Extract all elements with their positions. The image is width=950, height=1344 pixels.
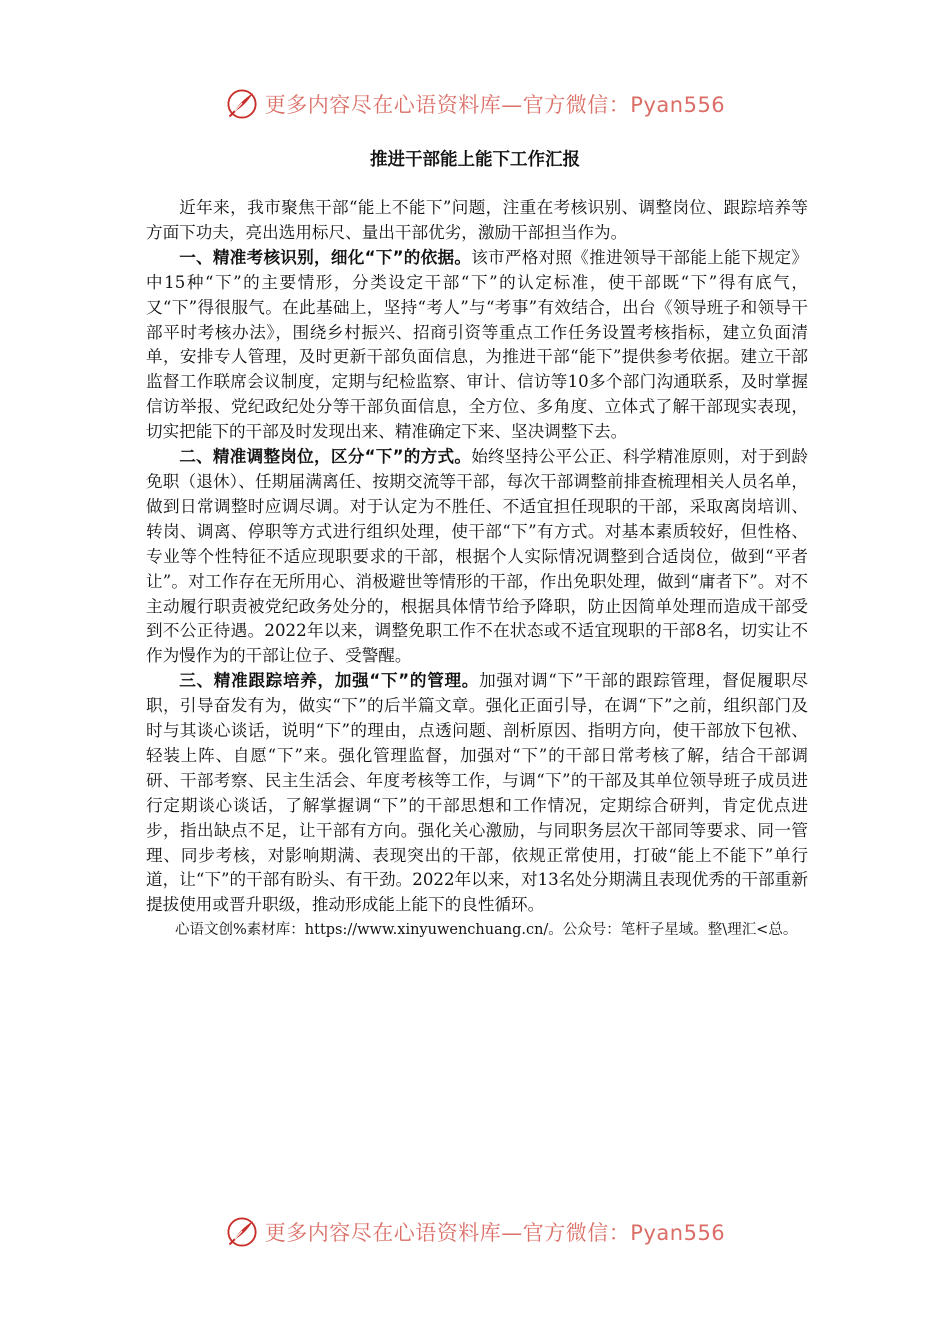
section-heading-2: 二、精准调整岗位，区分“下”的方式。 — [179, 447, 472, 467]
intro-paragraph: 近年来，我市聚焦干部“能上不能下”问题，注重在考核识别、调整岗位、跟踪培养等方面下功夫，亮出选用标尺、量出干部优劣，激励干部担当作为。 — [146, 198, 808, 242]
document-title: 推进干部能上能下工作汇报 — [370, 150, 580, 170]
section-paragraph-2 — [146, 445, 808, 669]
source-note: 心语文创%素材库：https://www.xinyuwenchuang.cn/。公众号：笔杆子星域。整\理汇<总。 — [175, 922, 798, 939]
section-heading-1: 一、精准考核识别，细化“下”的依据。 — [179, 247, 472, 267]
watermark-top — [0, 84, 950, 124]
section-body-2: 始终坚持公平公正、科学精准原则，对于到龄免职（退休）、任期届满离任、按期交流等干部，每次干部调整前排查梳理相关人员名单，做到日常调整时应调尽调。对于认定为不胜任、不适宜担任现职的干部，采取离岗培训、转岗、调离、停职等方式进行组织处理，使干部“下”有方式。对基本素质较好，但性格、专业等个性特征不适应现职要求的干部，根据个人实际情况调整到合适岗位，做到“平者让”。对工作存在无所用心、消极避世等情形的干部，作出免职处理，做到“庸者下”。对不主动履行职责被党纪政务处分的，根据具体情节给予降职，防止因简单处理而造成干部受到不公正待遇。2022年以来，调整免职工作不在状态或不适宜现职的干部8名，切实让不作为慢作为的干部让位子、受警醒。 — [146, 447, 809, 666]
section-body-3: 加强对调“下”干部的跟踪管理，督促履职尽职，引导奋发有为，做实“下”的后半篇文章。强化正面引导，在调“下”之前，组织部门及时与其谈心谈话，说明“下”的理由，点透问题、剖析原因、指明方向，使干部放下包袱、轻装上阵、自愿“下”来。强化管理监督，加强对“下”的干部日常考核了解，结合干部调研、干部考察、民主生活会、年度考核等工作，与调“下”的干部及其单位领导班子成员进行定期谈心谈话，了解掌握调“下”的干部思想和工作情况，定期综合研判，肯定优点进步，指出缺点不足，让干部有方向。强化关心激励，与同职务层次干部同等要求、同一管理、同步考核，对影响期满、表现突出的干部，依规正常使用，打破“能上不能下”单行道，让“下”的干部有盼头、有干劲。2022年以来，对13名处分期满且表现优秀的干部重新提拔使用或晋升职级，推动形成能上能下的良性循环。 — [146, 671, 809, 915]
watermark-text: 更多内容尽在心语资料库—官方微信：Pyan556 — [264, 1221, 726, 1245]
section-body-1: 该市严格对照《推进领导干部能上能下规定》中15种“下”的主要情形，分类设定干部“下”的认定标准，使干部既“下”得有底气，又“下”得很服气。在此基础上，坚持“考人”与“考事”有效结合，出台《领导班子和领导干部平时考核办法》，围绕乡村振兴、招商引资等重点工作任务设置考核指标，建立负面清单，安排专人管理，及时更新干部负面信息，为推进干部“能下”提供参考依据。建立干部监督工作联席会议制度，定期与纪检监察、审计、信访等10多个部门沟通联系，及时掌握信访举报、党纪政纪处分等干部负面信息，全方位、多角度、立体式了解干部现实表现，切实把能下的干部及时发现出来、精准确定下来、坚决调整下去。 — [146, 247, 809, 442]
section-heading-3: 三、精准跟踪培养，加强“下”的管理。 — [179, 671, 480, 691]
watermark-text: 更多内容尽在心语资料库—官方微信：Pyan556 — [264, 93, 726, 117]
section-paragraph-1 — [146, 246, 808, 445]
feather-pen-logo-icon — [225, 87, 259, 121]
feather-pen-logo-icon — [225, 1215, 259, 1249]
document-body — [146, 196, 808, 941]
watermark-bottom — [0, 1212, 950, 1252]
section-paragraph-3 — [146, 669, 808, 918]
